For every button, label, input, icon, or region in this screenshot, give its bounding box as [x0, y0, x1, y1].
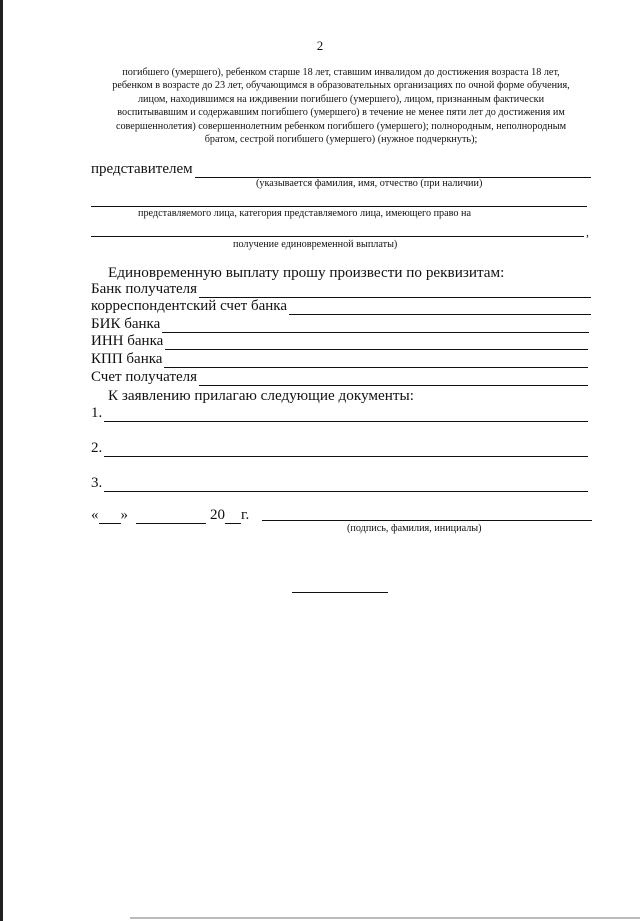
- bank-field-row: [91, 298, 591, 315]
- bank-section-heading: Единовременную выплату прошу произвести по реквизитам:: [108, 264, 505, 281]
- kpp-input-line[interactable]: [164, 353, 588, 368]
- signature-input-line[interactable]: [262, 520, 592, 521]
- document-item-number: 2.: [91, 440, 103, 456]
- document-item-row: [91, 475, 588, 492]
- document-1-input-line[interactable]: [104, 407, 588, 422]
- representative-input-line[interactable]: [195, 163, 591, 178]
- day-input-line[interactable]: [99, 510, 121, 524]
- bank-field-label: БИК банка: [91, 316, 161, 332]
- scan-bottom-edge: [130, 917, 640, 919]
- bank-field-row: [91, 316, 589, 333]
- recipient-account-input-line[interactable]: [199, 371, 588, 386]
- document-item-number: 3.: [91, 475, 103, 491]
- bank-field-label: Счет получателя: [91, 369, 198, 385]
- representative-row: [91, 161, 591, 178]
- bank-field-label: Банк получателя: [91, 281, 198, 297]
- bank-field-row: [91, 351, 588, 368]
- bank-field-row: [91, 281, 591, 298]
- year-suffix: г.: [241, 507, 250, 523]
- intro-line: воспитывавшим и содержавшим погибшего (умершего) в течение не менее пяти лет до достижения им: [117, 107, 565, 119]
- quote-close: »: [120, 507, 128, 523]
- quote-open: «: [91, 507, 99, 523]
- line-end-comma: ,: [586, 225, 589, 239]
- corr-account-input-line[interactable]: [289, 300, 591, 315]
- document-2-input-line[interactable]: [104, 442, 588, 457]
- caption-category: представляемого лица, категория представляемого лица, имеющего право на: [138, 208, 472, 219]
- end-of-document-line: [292, 592, 388, 593]
- bank-field-row: [91, 369, 588, 386]
- bik-input-line[interactable]: [162, 318, 589, 333]
- year-prefix: 20: [210, 507, 225, 523]
- document-item-row: [91, 440, 588, 457]
- scan-edge: [0, 0, 3, 921]
- intro-line: погибшего (умершего), ребенком старше 18 лет, ставшим инвалидом до достижения возраста 18 лет,: [122, 67, 560, 78]
- caption-fio: (указывается фамилия, имя, отчество (при наличии): [256, 178, 483, 189]
- inn-input-line[interactable]: [165, 335, 588, 350]
- bank-field-row: [91, 333, 588, 350]
- intro-line: лицом, находившимся на иждивении погибшего (умершего), лицом, признанным фактически: [137, 93, 545, 105]
- bank-field-label: ИНН банка: [91, 333, 164, 349]
- bank-name-input-line[interactable]: [199, 283, 591, 298]
- page-number: 2: [316, 38, 324, 53]
- intro-line: ребенком в возрасте до 23 лет, обучающимся в образовательных организациях по очной форме обучения,: [112, 80, 570, 92]
- date-row: [91, 507, 249, 524]
- month-input-line[interactable]: [136, 510, 206, 524]
- document-item-row: [91, 405, 588, 422]
- bank-field-label: корреспондентский счет банка: [91, 298, 287, 314]
- intro-line: братом, сестрой погибшего (умершего) (нужное подчеркнуть);: [204, 134, 478, 146]
- documents-heading: К заявлению прилагаю следующие документы:: [108, 387, 414, 404]
- document-item-number: 1.: [91, 405, 103, 421]
- intro-line: совершеннолетия) совершеннолетним ребенком погибшего (умершего); полнородным, неполнородным: [115, 120, 567, 132]
- year-input-line[interactable]: [225, 510, 241, 524]
- representative-label: представителем: [91, 161, 193, 177]
- intro-paragraph: [86, 66, 596, 146]
- caption-payment: получение единовременной выплаты): [233, 239, 398, 250]
- representative-line-3[interactable]: [91, 236, 584, 237]
- signature-caption: (подпись, фамилия, инициалы): [347, 523, 482, 534]
- representative-line-2[interactable]: [91, 206, 587, 207]
- document-3-input-line[interactable]: [104, 477, 588, 492]
- bank-field-label: КПП банка: [91, 351, 163, 367]
